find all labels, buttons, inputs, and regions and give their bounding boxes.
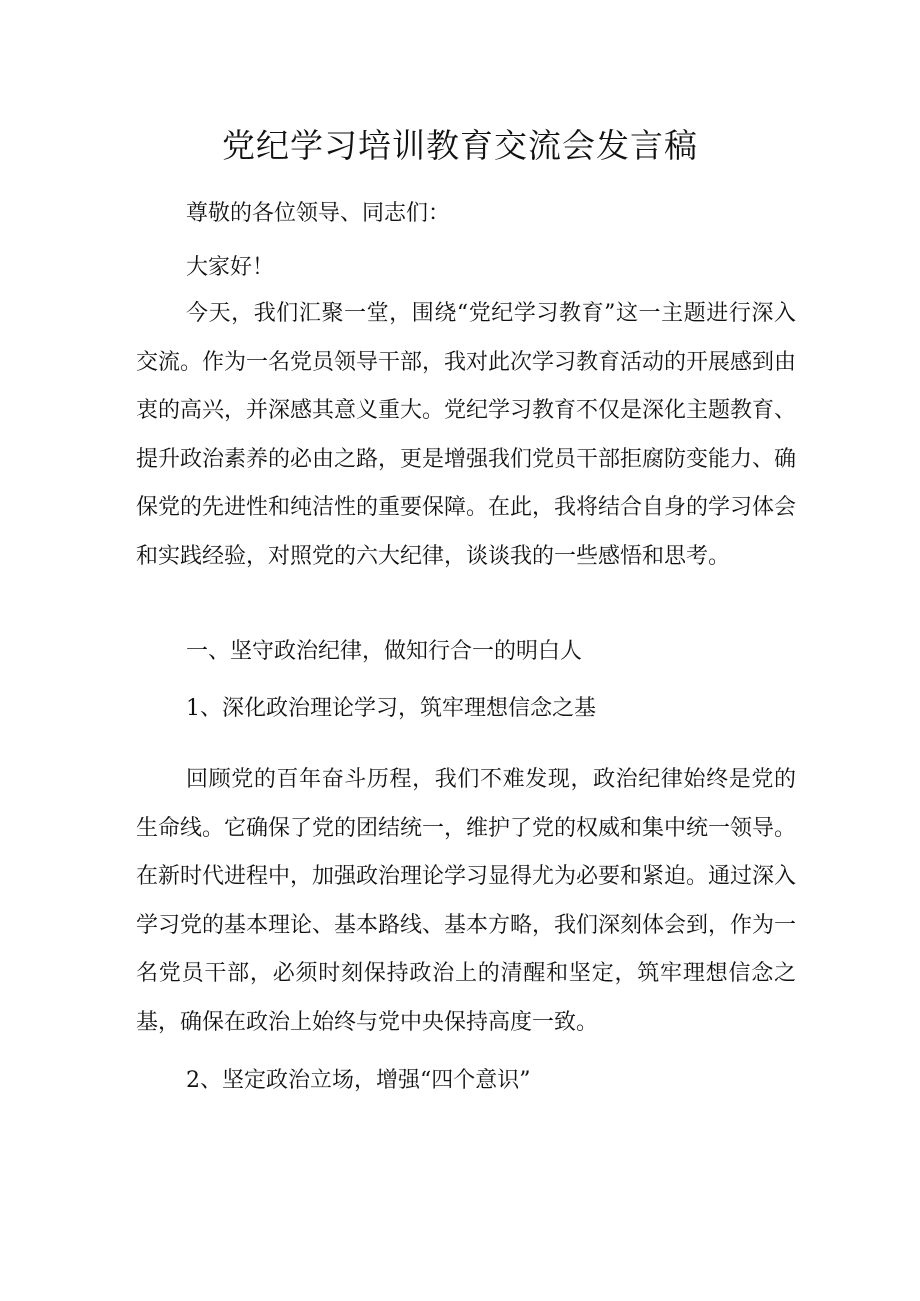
- greeting: 大家好！: [186, 255, 275, 280]
- body-paragraph-2: 回顾党的百年奋斗历程，我们不难发现，政治纪律始终是党的生命线。它确保了党的团结统一，维护了党的权威和集中统一领导。在新时代进程中，加强政治理论学习显得尤为必要和紧迫。通过深入学习党的基本理论、基本路线、基本方略，我们深刻体会到，作为一名党员干部，必须时刻保持政治上的清醒和坚定，筑牢理想信念之基，确保在政治上始终与党中央保持高度一致。: [136, 767, 797, 1035]
- subsection-heading-2: 2、坚定政治立场，增强“四个意识”: [186, 1068, 531, 1093]
- section-heading-1: 一、坚守政治纪律，做知行合一的明白人: [186, 639, 583, 664]
- document-title: 党纪学习培训教育交流会发言稿: [222, 126, 698, 166]
- salutation: 尊敬的各位领导、同志们：: [186, 201, 451, 226]
- intro-paragraph: 今天，我们汇聚一堂，围绕“党纪学习教育”这一主题进行深入交流。作为一名党员领导干部，我对此次学习教育活动的开展感到由衷的高兴，并深感其意义重大。党纪学习教育不仅是深化主题教育、提升政治素养的必由之路，更是增强我们党员干部拒腐防变能力、确保党的先进性和纯洁性的重要保障。在此，我将结合自身的学习体会和实践经验，对照党的六大纪律，谈谈我的一些感悟和思考。: [136, 301, 797, 569]
- subsection-heading-1: 1、深化政治理论学习，筑牢理想信念之基: [186, 696, 596, 721]
